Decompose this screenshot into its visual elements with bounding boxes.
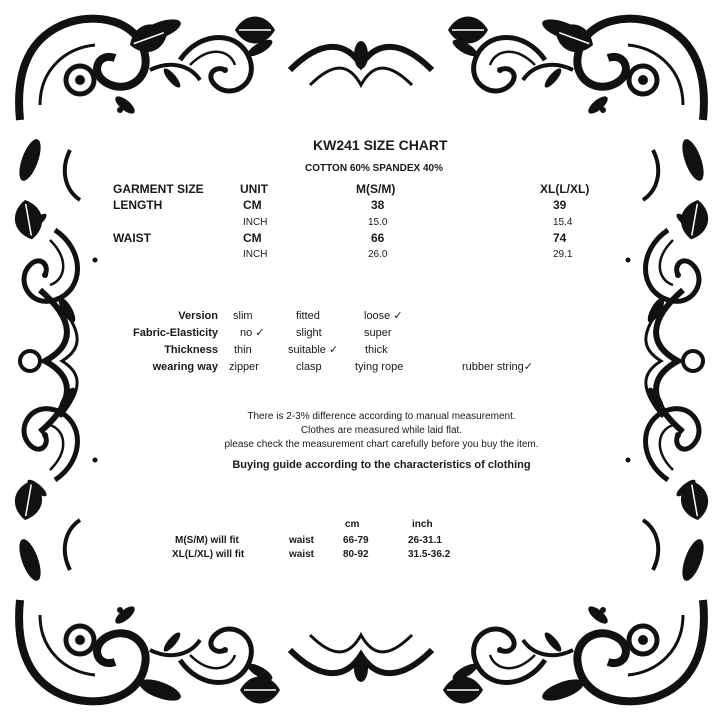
waist-cm-m: 66 xyxy=(371,231,385,245)
header-unit: UNIT xyxy=(240,182,268,196)
fit-part: waist xyxy=(289,549,315,560)
waist-inch-xl: 29.1 xyxy=(553,249,573,260)
length-cm-xl: 39 xyxy=(553,198,567,212)
unit-cm: CM xyxy=(243,231,262,245)
char-option: zipper xyxy=(229,361,259,373)
fit-part: waist xyxy=(289,535,315,546)
length-cm-m: 38 xyxy=(371,198,385,212)
char-option: slight xyxy=(296,327,322,339)
char-option-checked: rubber string✓ xyxy=(462,361,533,373)
fit-cm-m: 66-79 xyxy=(343,535,369,546)
char-label-thickness: Thickness xyxy=(164,344,218,356)
char-option-checked: no ✓ xyxy=(240,327,265,339)
char-option: thin xyxy=(234,344,252,356)
material-label: COTTON 60% SPANDEX 40% xyxy=(305,163,444,174)
row-label-length: LENGTH xyxy=(113,198,163,212)
header-garment-size: GARMENT SIZE xyxy=(113,182,204,196)
fit-inch-m: 26-31.1 xyxy=(408,535,442,546)
fit-header-cm: cm xyxy=(345,519,360,530)
unit-cm: CM xyxy=(243,198,262,212)
char-option: slim xyxy=(233,310,253,322)
row-label-waist: WAIST xyxy=(113,231,151,245)
char-label-wearing-way: wearing way xyxy=(152,361,218,373)
waist-cm-xl: 74 xyxy=(553,231,567,245)
char-label-elasticity: Fabric-Elasticity xyxy=(133,327,218,339)
guide-title: Buying guide according to the characteristics of clothing xyxy=(232,459,531,471)
header-size-xl: XL(L/XL) xyxy=(540,182,590,196)
char-option: thick xyxy=(365,344,388,356)
char-option-checked: loose ✓ xyxy=(364,310,403,322)
char-option: super xyxy=(364,327,392,339)
unit-inch: INCH xyxy=(243,217,268,228)
char-option-checked: suitable ✓ xyxy=(288,344,339,356)
char-option: tying rope xyxy=(355,361,404,373)
page-title: KW241 SIZE CHART xyxy=(313,137,448,153)
char-label-version: Version xyxy=(178,310,218,322)
note-line: There is 2-3% difference according to manual measurement. xyxy=(247,411,516,422)
note-line: please check the measurement chart carefully before you buy the item. xyxy=(224,439,539,450)
unit-inch: INCH xyxy=(243,249,268,260)
fit-size-m: M(S/M) will fit xyxy=(175,535,239,546)
fit-cm-xl: 80-92 xyxy=(343,549,369,560)
header-size-m: M(S/M) xyxy=(356,182,396,196)
length-inch-xl: 15.4 xyxy=(553,217,573,228)
char-option: clasp xyxy=(296,361,322,373)
fit-size-xl: XL(L/XL) will fit xyxy=(172,549,245,560)
waist-inch-m: 26.0 xyxy=(368,249,388,260)
note-line: Clothes are measured while laid flat. xyxy=(300,425,463,436)
fit-inch-xl: 31.5-36.2 xyxy=(408,549,451,560)
char-option: fitted xyxy=(296,310,320,322)
length-inch-m: 15.0 xyxy=(368,217,388,228)
fit-header-inch: inch xyxy=(412,519,433,530)
